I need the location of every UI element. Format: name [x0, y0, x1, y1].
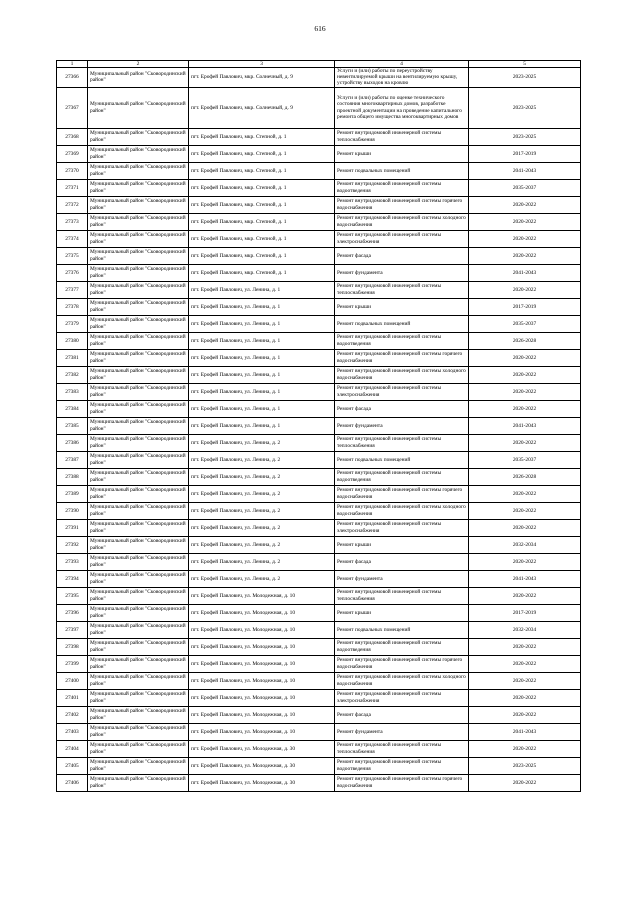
work-type-cell: Ремонт внутридомовой инженерной системы холодного водоснабжения — [335, 213, 469, 230]
table-row — [57, 230, 581, 247]
municipality-cell: Муниципальный район "Сковородинский район" — [88, 162, 189, 179]
period-cell: 2020-2022 — [469, 689, 581, 706]
table-row — [57, 264, 581, 281]
address-cell: пгт. Ерофей Павлович, ул. Ленина, д. 1 — [189, 366, 335, 383]
municipality-cell: Муниципальный район "Сковородинский район" — [88, 179, 189, 196]
table-row — [57, 536, 581, 553]
table-row — [57, 706, 581, 723]
row-number-cell: 27385 — [57, 417, 88, 434]
address-cell: пгт. Ерофей Павлович, ул. Молодежная, д. 10 — [189, 672, 335, 689]
header-col-2: 2 — [88, 61, 189, 68]
row-number-cell: 27374 — [57, 230, 88, 247]
row-number-cell: 27379 — [57, 315, 88, 332]
address-cell: пгт. Ерофей Павлович, мкр. Степной, д. 1 — [189, 196, 335, 213]
period-cell: 2020-2022 — [469, 400, 581, 417]
row-number-cell: 27393 — [57, 553, 88, 570]
municipality-cell: Муниципальный район "Сковородинский район" — [88, 723, 189, 740]
row-number-cell: 27396 — [57, 604, 88, 621]
period-cell: 2023-2025 — [469, 68, 581, 88]
row-number-cell: 27387 — [57, 451, 88, 468]
period-cell: 2020-2022 — [469, 247, 581, 264]
table-row — [57, 281, 581, 298]
work-type-cell: Ремонт фундамента — [335, 417, 469, 434]
table-row — [57, 740, 581, 757]
period-cell: 2020-2022 — [469, 281, 581, 298]
work-type-cell: Ремонт внутридомовой инженерной системы горячего водоснабжения — [335, 349, 469, 366]
table-row — [57, 587, 581, 604]
period-cell: 2026-2028 — [469, 332, 581, 349]
municipality-cell: Муниципальный район "Сковородинский район" — [88, 553, 189, 570]
period-cell: 2020-2022 — [469, 706, 581, 723]
period-cell: 2020-2022 — [469, 740, 581, 757]
header-col-4: 4 — [335, 61, 469, 68]
work-type-cell: Ремонт внутридомовой инженерной системы теплоснабжения — [335, 587, 469, 604]
table-row — [57, 162, 581, 179]
row-number-cell: 27405 — [57, 757, 88, 774]
table-row — [57, 672, 581, 689]
period-cell: 2020-2022 — [469, 485, 581, 502]
municipality-cell: Муниципальный район "Сковородинский район" — [88, 230, 189, 247]
table-row — [57, 315, 581, 332]
municipality-cell: Муниципальный район "Сковородинский район" — [88, 604, 189, 621]
row-number-cell: 27397 — [57, 621, 88, 638]
table-row — [57, 417, 581, 434]
address-cell: пгт. Ерофей Павлович, ул. Молодежная, д. 10 — [189, 706, 335, 723]
period-cell: 2017-2019 — [469, 145, 581, 162]
address-cell: пгт. Ерофей Павлович, ул. Молодежная, д. 10 — [189, 689, 335, 706]
row-number-cell: 27391 — [57, 519, 88, 536]
work-type-cell: Ремонт внутридомовой инженерной системы электроснабжения — [335, 689, 469, 706]
address-cell: пгт. Ерофей Павлович, ул. Ленина, д. 1 — [189, 400, 335, 417]
table-row — [57, 87, 581, 128]
work-type-cell: Ремонт подвальных помещений — [335, 315, 469, 332]
period-cell: 2035-2037 — [469, 179, 581, 196]
work-type-cell: Ремонт внутридомовой инженерной системы водоотведения — [335, 179, 469, 196]
municipality-cell: Муниципальный район "Сковородинский район" — [88, 468, 189, 485]
address-cell: пгт. Ерофей Павлович, мкр. Степной, д. 1 — [189, 128, 335, 145]
work-type-cell: Ремонт внутридомовой инженерной системы теплоснабжения — [335, 434, 469, 451]
address-cell: пгт. Ерофей Павлович, ул. Молодежная, д. 10 — [189, 604, 335, 621]
row-number-cell: 27404 — [57, 740, 88, 757]
work-type-cell: Ремонт внутридомовой инженерной системы электроснабжения — [335, 383, 469, 400]
municipality-cell: Муниципальный район "Сковородинский район" — [88, 366, 189, 383]
row-number-cell: 27382 — [57, 366, 88, 383]
period-cell: 2020-2022 — [469, 213, 581, 230]
period-cell: 2026-2028 — [469, 468, 581, 485]
row-number-cell: 27406 — [57, 774, 88, 791]
table-row — [57, 179, 581, 196]
municipality-cell: Муниципальный район "Сковородинский район" — [88, 315, 189, 332]
municipality-cell: Муниципальный район "Сковородинский район" — [88, 638, 189, 655]
municipality-cell: Муниципальный район "Сковородинский район" — [88, 502, 189, 519]
work-type-cell: Ремонт крыши — [335, 298, 469, 315]
address-cell: пгт. Ерофей Павлович, мкр. Степной, д. 1 — [189, 264, 335, 281]
municipality-cell: Муниципальный район "Сковородинский район" — [88, 349, 189, 366]
header-col-1: 1 — [57, 61, 88, 68]
period-cell: 2032-2034 — [469, 621, 581, 638]
municipality-cell: Муниципальный район "Сковородинский район" — [88, 383, 189, 400]
municipality-cell: Муниципальный район "Сковородинский район" — [88, 196, 189, 213]
row-number-cell: 27368 — [57, 128, 88, 145]
work-type-cell: Ремонт внутридомовой инженерной системы холодного водоснабжения — [335, 672, 469, 689]
row-number-cell: 27398 — [57, 638, 88, 655]
municipality-cell: Муниципальный район "Сковородинский район" — [88, 247, 189, 264]
table-row — [57, 723, 581, 740]
address-cell: пгт. Ерофей Павлович, ул. Ленина, д. 1 — [189, 298, 335, 315]
period-cell: 2035-2037 — [469, 451, 581, 468]
work-type-cell: Ремонт подвальных помещений — [335, 162, 469, 179]
table-row — [57, 621, 581, 638]
table-row — [57, 451, 581, 468]
work-type-cell: Ремонт фасада — [335, 706, 469, 723]
address-cell: пгт. Ерофей Павлович, мкр. Степной, д. 1 — [189, 247, 335, 264]
table-row — [57, 366, 581, 383]
address-cell: пгт. Ерофей Павлович, ул. Молодежная, д. 30 — [189, 757, 335, 774]
period-cell: 2020-2022 — [469, 774, 581, 791]
row-number-cell: 27375 — [57, 247, 88, 264]
register-table — [56, 60, 581, 792]
municipality-cell: Муниципальный район "Сковородинский район" — [88, 400, 189, 417]
municipality-cell: Муниципальный район "Сковородинский район" — [88, 519, 189, 536]
work-type-cell: Ремонт внутридомовой инженерной системы горячего водоснабжения — [335, 485, 469, 502]
table-row — [57, 774, 581, 791]
table-row — [57, 332, 581, 349]
address-cell: пгт. Ерофей Павлович, ул. Ленина, д. 1 — [189, 417, 335, 434]
period-cell: 2023-2025 — [469, 128, 581, 145]
municipality-cell: Муниципальный район "Сковородинский район" — [88, 298, 189, 315]
period-cell: 2017-2019 — [469, 604, 581, 621]
row-number-cell: 27400 — [57, 672, 88, 689]
address-cell: пгт. Ерофей Павлович, мкр. Степной, д. 1 — [189, 179, 335, 196]
municipality-cell: Муниципальный район "Сковородинский район" — [88, 706, 189, 723]
municipality-cell: Муниципальный район "Сковородинский район" — [88, 689, 189, 706]
row-number-cell: 27372 — [57, 196, 88, 213]
municipality-cell: Муниципальный район "Сковородинский район" — [88, 68, 189, 88]
row-number-cell: 27378 — [57, 298, 88, 315]
address-cell: пгт. Ерофей Павлович, мкр. Степной, д. 1 — [189, 230, 335, 247]
row-number-cell: 27370 — [57, 162, 88, 179]
address-cell: пгт. Ерофей Павлович, ул. Ленина, д. 2 — [189, 519, 335, 536]
work-type-cell: Услуги и (или) работы по переустройству невентилируемой крыши на вентилируемую крышу, устройству выходов на кровлю — [335, 68, 469, 88]
municipality-cell: Муниципальный район "Сковородинский район" — [88, 655, 189, 672]
address-cell: пгт. Ерофей Павлович, мкр. Солнечный, д. 9 — [189, 68, 335, 88]
period-cell: 2020-2022 — [469, 349, 581, 366]
address-cell: пгт. Ерофей Павлович, ул. Молодежная, д. 10 — [189, 638, 335, 655]
period-cell: 2041-2043 — [469, 264, 581, 281]
work-type-cell: Ремонт внутридомовой инженерной системы теплоснабжения — [335, 281, 469, 298]
work-type-cell: Ремонт крыши — [335, 604, 469, 621]
municipality-cell: Муниципальный район "Сковородинский район" — [88, 213, 189, 230]
address-cell: пгт. Ерофей Павлович, ул. Ленина, д. 1 — [189, 332, 335, 349]
row-number-cell: 27373 — [57, 213, 88, 230]
header-row — [57, 61, 581, 68]
table-row — [57, 519, 581, 536]
address-cell: пгт. Ерофей Павлович, ул. Ленина, д. 2 — [189, 451, 335, 468]
address-cell: пгт. Ерофей Павлович, ул. Ленина, д. 1 — [189, 349, 335, 366]
table-row — [57, 468, 581, 485]
row-number-cell: 27390 — [57, 502, 88, 519]
table-row — [57, 638, 581, 655]
page-number: 616 — [314, 24, 326, 33]
municipality-cell: Муниципальный район "Сковородинский район" — [88, 570, 189, 587]
work-type-cell: Ремонт внутридомовой инженерной системы теплоснабжения — [335, 740, 469, 757]
row-number-cell: 27366 — [57, 68, 88, 88]
table-row — [57, 383, 581, 400]
work-type-cell: Ремонт внутридомовой инженерной системы электроснабжения — [335, 519, 469, 536]
register-table-body — [57, 61, 581, 792]
period-cell: 2023-2025 — [469, 87, 581, 128]
period-cell: 2041-2043 — [469, 162, 581, 179]
table-row — [57, 485, 581, 502]
row-number-cell: 27381 — [57, 349, 88, 366]
table-row — [57, 247, 581, 264]
work-type-cell: Ремонт внутридомовой инженерной системы горячего водоснабжения — [335, 774, 469, 791]
row-number-cell: 27402 — [57, 706, 88, 723]
period-cell: 2020-2022 — [469, 655, 581, 672]
work-type-cell: Ремонт внутридомовой инженерной системы водоотведения — [335, 332, 469, 349]
row-number-cell: 27395 — [57, 587, 88, 604]
period-cell: 2020-2022 — [469, 638, 581, 655]
period-cell: 2017-2019 — [469, 298, 581, 315]
period-cell: 2041-2043 — [469, 723, 581, 740]
period-cell: 2041-2043 — [469, 417, 581, 434]
table-row — [57, 298, 581, 315]
period-cell: 2020-2022 — [469, 587, 581, 604]
row-number-cell: 27371 — [57, 179, 88, 196]
municipality-cell: Муниципальный район "Сковородинский район" — [88, 128, 189, 145]
period-cell: 2041-2043 — [469, 570, 581, 587]
work-type-cell: Ремонт крыши — [335, 536, 469, 553]
work-type-cell: Ремонт внутридомовой инженерной системы горячего водоснабжения — [335, 655, 469, 672]
address-cell: пгт. Ерофей Павлович, мкр. Солнечный, д. 9 — [189, 87, 335, 128]
municipality-cell: Муниципальный район "Сковородинский район" — [88, 87, 189, 128]
row-number-cell: 27376 — [57, 264, 88, 281]
table-row — [57, 553, 581, 570]
work-type-cell: Услуги и (или) работы по оценке технического состояния многоквартирных домов, разработке проектной документации на проведение капитального ремонта общего имущества многоквартирных домов — [335, 87, 469, 128]
address-cell: пгт. Ерофей Павлович, ул. Молодежная, д. 10 — [189, 621, 335, 638]
work-type-cell: Ремонт внутридомовой инженерной системы холодного водоснабжения — [335, 366, 469, 383]
work-type-cell: Ремонт подвальных помещений — [335, 621, 469, 638]
period-cell: 2020-2022 — [469, 196, 581, 213]
row-number-cell: 27369 — [57, 145, 88, 162]
address-cell: пгт. Ерофей Павлович, ул. Ленина, д. 2 — [189, 485, 335, 502]
table-row — [57, 213, 581, 230]
address-cell: пгт. Ерофей Павлович, мкр. Степной, д. 1 — [189, 213, 335, 230]
address-cell: пгт. Ерофей Павлович, ул. Молодежная, д. 10 — [189, 587, 335, 604]
row-number-cell: 27388 — [57, 468, 88, 485]
address-cell: пгт. Ерофей Павлович, ул. Ленина, д. 1 — [189, 315, 335, 332]
period-cell: 2020-2022 — [469, 366, 581, 383]
address-cell: пгт. Ерофей Павлович, ул. Ленина, д. 2 — [189, 434, 335, 451]
municipality-cell: Муниципальный район "Сковородинский район" — [88, 740, 189, 757]
table-row — [57, 434, 581, 451]
address-cell: пгт. Ерофей Павлович, ул. Ленина, д. 2 — [189, 502, 335, 519]
address-cell: пгт. Ерофей Павлович, ул. Молодежная, д. 10 — [189, 723, 335, 740]
municipality-cell: Муниципальный район "Сковородинский район" — [88, 264, 189, 281]
row-number-cell: 27377 — [57, 281, 88, 298]
municipality-cell: Муниципальный район "Сковородинский район" — [88, 672, 189, 689]
table-row — [57, 502, 581, 519]
period-cell: 2020-2022 — [469, 502, 581, 519]
address-cell: пгт. Ерофей Павлович, ул. Ленина, д. 1 — [189, 281, 335, 298]
municipality-cell: Муниципальный район "Сковородинский район" — [88, 587, 189, 604]
row-number-cell: 27394 — [57, 570, 88, 587]
row-number-cell: 27399 — [57, 655, 88, 672]
row-number-cell: 27403 — [57, 723, 88, 740]
table-row — [57, 128, 581, 145]
municipality-cell: Муниципальный район "Сковородинский район" — [88, 621, 189, 638]
work-type-cell: Ремонт внутридомовой инженерной системы горячего водоснабжения — [335, 196, 469, 213]
table-row — [57, 145, 581, 162]
table-row — [57, 400, 581, 417]
work-type-cell: Ремонт внутридомовой инженерной системы водоотведения — [335, 638, 469, 655]
work-type-cell: Ремонт внутридомовой инженерной системы электроснабжения — [335, 230, 469, 247]
table-row — [57, 68, 581, 88]
municipality-cell: Муниципальный район "Сковородинский район" — [88, 145, 189, 162]
header-col-3: 3 — [189, 61, 335, 68]
work-type-cell: Ремонт внутридомовой инженерной системы водоотведения — [335, 757, 469, 774]
work-type-cell: Ремонт крыши — [335, 145, 469, 162]
table-row — [57, 570, 581, 587]
municipality-cell: Муниципальный район "Сковородинский район" — [88, 757, 189, 774]
work-type-cell: Ремонт внутридомовой инженерной системы холодного водоснабжения — [335, 502, 469, 519]
address-cell: пгт. Ерофей Павлович, ул. Молодежная, д. 30 — [189, 774, 335, 791]
work-type-cell: Ремонт фасада — [335, 553, 469, 570]
work-type-cell: Ремонт фасада — [335, 400, 469, 417]
address-cell: пгт. Ерофей Павлович, мкр. Степной, д. 1 — [189, 162, 335, 179]
work-type-cell: Ремонт фундамента — [335, 723, 469, 740]
work-type-cell: Ремонт подвальных помещений — [335, 451, 469, 468]
period-cell: 2020-2022 — [469, 230, 581, 247]
period-cell: 2020-2022 — [469, 434, 581, 451]
row-number-cell: 27380 — [57, 332, 88, 349]
table-row — [57, 655, 581, 672]
table-row — [57, 689, 581, 706]
row-number-cell: 27367 — [57, 87, 88, 128]
municipality-cell: Муниципальный район "Сковородинский район" — [88, 332, 189, 349]
municipality-cell: Муниципальный район "Сковородинский район" — [88, 774, 189, 791]
table-row — [57, 349, 581, 366]
municipality-cell: Муниципальный район "Сковородинский район" — [88, 417, 189, 434]
work-type-cell: Ремонт фундамента — [335, 264, 469, 281]
address-cell: пгт. Ерофей Павлович, ул. Молодежная, д. 10 — [189, 655, 335, 672]
row-number-cell: 27392 — [57, 536, 88, 553]
address-cell: пгт. Ерофей Павлович, ул. Ленина, д. 2 — [189, 536, 335, 553]
address-cell: пгт. Ерофей Павлович, мкр. Степной, д. 1 — [189, 145, 335, 162]
work-type-cell: Ремонт внутридомовой инженерной системы водоотведения — [335, 468, 469, 485]
work-type-cell: Ремонт внутридомовой инженерной системы теплоснабжения — [335, 128, 469, 145]
period-cell: 2020-2022 — [469, 672, 581, 689]
table-row — [57, 196, 581, 213]
row-number-cell: 27386 — [57, 434, 88, 451]
address-cell: пгт. Ерофей Павлович, ул. Ленина, д. 1 — [189, 383, 335, 400]
row-number-cell: 27401 — [57, 689, 88, 706]
period-cell: 2032-2034 — [469, 536, 581, 553]
row-number-cell: 27389 — [57, 485, 88, 502]
table-row — [57, 757, 581, 774]
address-cell: пгт. Ерофей Павлович, ул. Ленина, д. 2 — [189, 553, 335, 570]
table-row — [57, 604, 581, 621]
work-type-cell: Ремонт фундамента — [335, 570, 469, 587]
municipality-cell: Муниципальный район "Сковородинский район" — [88, 536, 189, 553]
municipality-cell: Муниципальный район "Сковородинский район" — [88, 434, 189, 451]
address-cell: пгт. Ерофей Павлович, ул. Молодежная, д. 30 — [189, 740, 335, 757]
period-cell: 2020-2022 — [469, 519, 581, 536]
header-col-5: 5 — [469, 61, 581, 68]
work-type-cell: Ремонт фасада — [335, 247, 469, 264]
municipality-cell: Муниципальный район "Сковородинский район" — [88, 485, 189, 502]
municipality-cell: Муниципальный район "Сковородинский район" — [88, 281, 189, 298]
period-cell: 2023-2025 — [469, 757, 581, 774]
row-number-cell: 27383 — [57, 383, 88, 400]
address-cell: пгт. Ерофей Павлович, ул. Ленина, д. 2 — [189, 468, 335, 485]
municipality-cell: Муниципальный район "Сковородинский район" — [88, 451, 189, 468]
period-cell: 2020-2022 — [469, 553, 581, 570]
address-cell: пгт. Ерофей Павлович, ул. Ленина, д. 2 — [189, 570, 335, 587]
period-cell: 2020-2022 — [469, 383, 581, 400]
row-number-cell: 27384 — [57, 400, 88, 417]
period-cell: 2035-2037 — [469, 315, 581, 332]
